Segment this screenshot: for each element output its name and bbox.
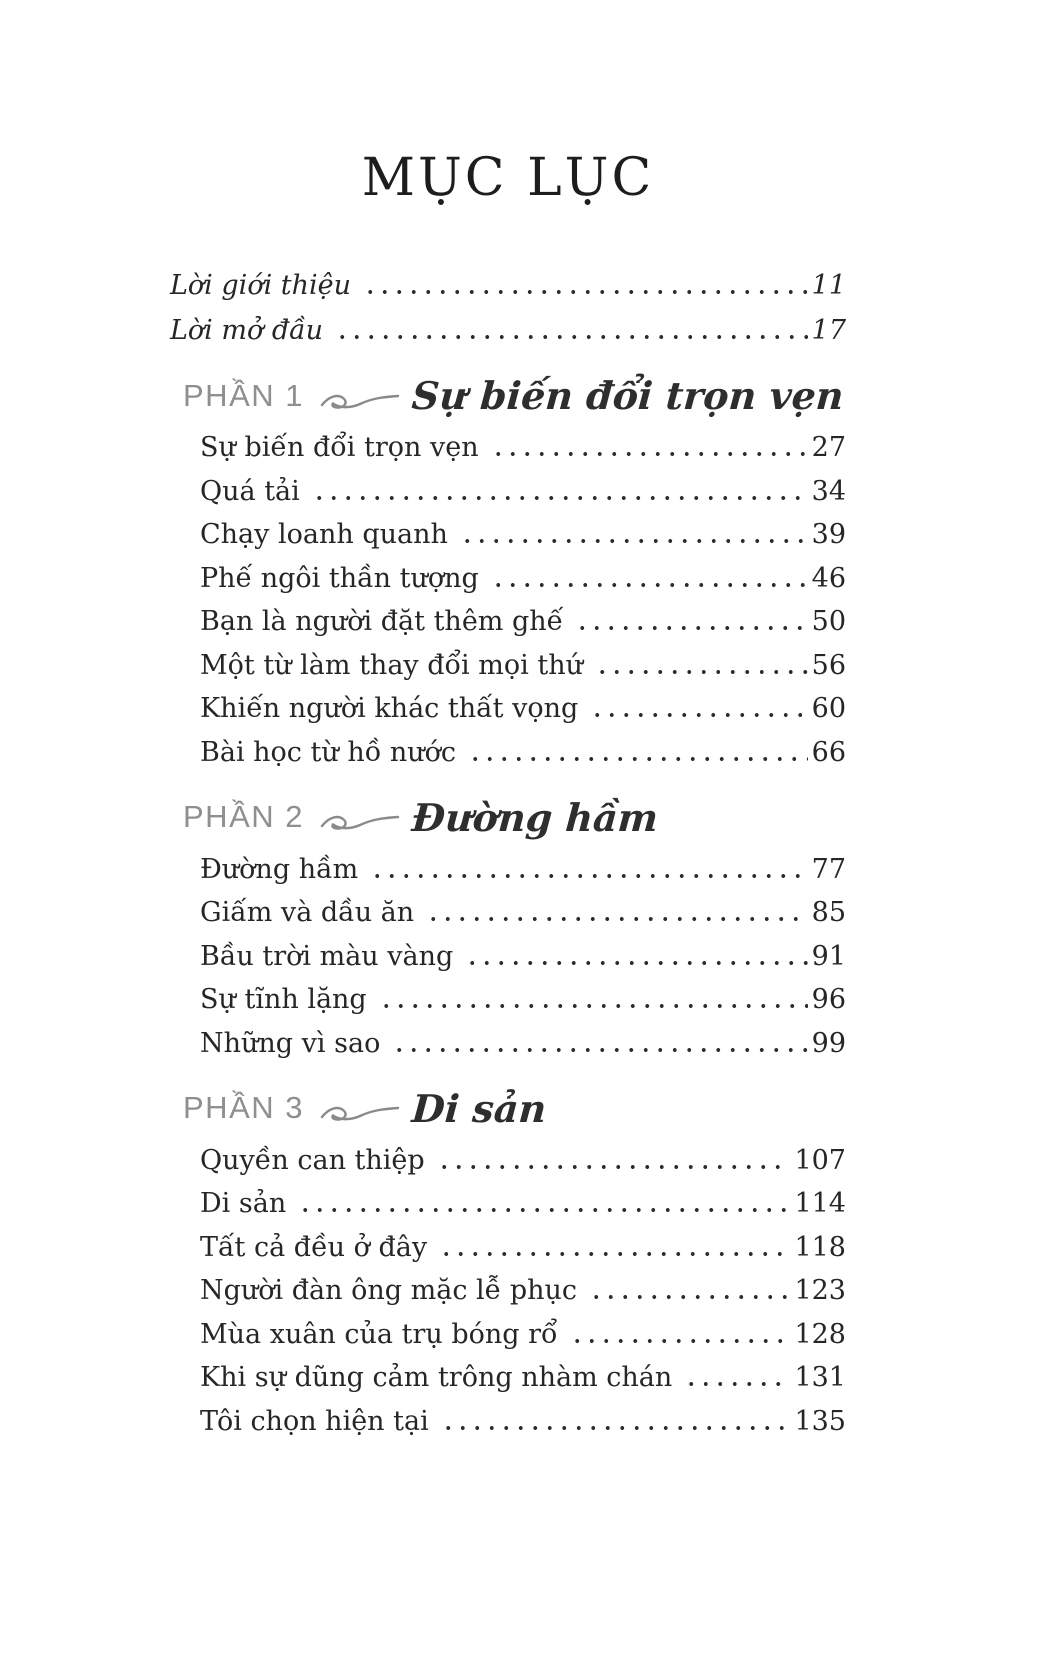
dot-leader	[589, 1295, 790, 1299]
toc-entry-label: Sự biến đổi trọn vẹn	[200, 432, 479, 464]
toc-entry-page: 128	[794, 1318, 846, 1350]
toc-entry	[200, 694, 846, 724]
toc-entry-label: Sự tĩnh lặng	[200, 984, 367, 1016]
dot-leader	[335, 335, 808, 339]
toc-entry	[170, 271, 846, 301]
toc-entry	[200, 738, 846, 768]
part-title: Di sản	[410, 1085, 548, 1131]
toc-entry	[170, 316, 846, 346]
dot-leader	[460, 539, 808, 543]
toc-entry-label: Di sản	[200, 1188, 287, 1220]
dot-leader	[439, 1252, 790, 1256]
dot-leader	[465, 961, 807, 965]
toc-entry-page: 135	[794, 1405, 846, 1437]
squiggle-flourish-icon	[320, 811, 400, 835]
toc-section	[170, 795, 846, 1059]
dot-leader	[437, 1165, 791, 1169]
toc-entry-label: Lời giới thiệu	[170, 270, 352, 302]
toc-entry-page: 39	[811, 519, 846, 551]
toc-entry	[200, 477, 846, 507]
part-label: PHẦN 3	[183, 1090, 304, 1126]
dot-leader	[590, 713, 807, 717]
toc-entry-label: Tất cả đều ở đây	[200, 1231, 428, 1263]
toc-entry-label: Lời mở đầu	[170, 315, 324, 347]
toc-entry-label: Những vì sao	[200, 1027, 381, 1059]
squiggle-flourish-icon	[320, 1102, 400, 1126]
toc-entry	[200, 564, 846, 594]
dot-leader	[370, 874, 807, 878]
toc-entry-page: 96	[811, 984, 846, 1016]
toc-entry	[200, 520, 846, 550]
toc-entry	[200, 1363, 846, 1393]
toc-entry-label: Khiến người khác thất vọng	[200, 693, 579, 725]
toc-entry-page: 50	[811, 606, 846, 638]
toc-entry	[200, 898, 846, 928]
dot-leader	[491, 583, 808, 587]
toc-entry-label: Bạn là người đặt thêm ghế	[200, 606, 564, 638]
toc-entry-label: Một từ làm thay đổi mọi thứ	[200, 649, 583, 681]
toc-entry-page: 66	[811, 736, 846, 768]
dot-leader	[426, 917, 807, 921]
toc-entry-page: 99	[811, 1027, 846, 1059]
toc-entry-page: 11	[811, 270, 846, 302]
page-title: MỤC LỤC	[361, 148, 655, 208]
toc-entry	[200, 1189, 846, 1219]
toc-entry-page: 123	[794, 1275, 846, 1307]
toc-entry-label: Quyền can thiệp	[200, 1144, 425, 1176]
toc-entry-page: 91	[811, 940, 846, 972]
toc-entry-label: Quá tải	[200, 475, 300, 507]
section-entries	[170, 433, 846, 768]
toc-entry-label: Bầu trời màu vàng	[200, 940, 454, 972]
toc-entry-label: Bài học từ hồ nước	[200, 736, 456, 768]
toc-entry	[200, 651, 846, 681]
toc-entry	[200, 1320, 846, 1350]
toc-entry-page: 85	[811, 897, 846, 929]
toc-entry-label: Tôi chọn hiện tại	[200, 1405, 429, 1437]
dot-leader	[468, 757, 808, 761]
toc-entry	[200, 1029, 846, 1059]
section-entries	[170, 855, 846, 1059]
toc-entry	[200, 607, 846, 637]
dot-leader	[570, 1339, 791, 1343]
toc-entry-label: Đường hầm	[200, 853, 359, 885]
toc-entry-page: 77	[811, 853, 846, 885]
toc-entry-label: Mùa xuân của trụ bóng rổ	[200, 1318, 558, 1350]
toc-entry-label: Chạy loanh quanh	[200, 519, 448, 551]
toc-entry-label: Khi sự dũng cảm trông nhàm chán	[200, 1362, 673, 1394]
section-entries	[170, 1146, 846, 1437]
toc-entry-page: 27	[811, 432, 846, 464]
toc-entry	[200, 1276, 846, 1306]
toc-entry	[200, 1146, 846, 1176]
toc-entry-page: 60	[811, 693, 846, 725]
dot-leader	[298, 1208, 790, 1212]
dot-leader	[684, 1382, 790, 1386]
toc-section	[170, 1086, 846, 1437]
toc-entry	[200, 1407, 846, 1437]
toc-entry	[200, 1233, 846, 1263]
dot-leader	[392, 1048, 807, 1052]
section-heading	[170, 795, 846, 840]
toc-section	[170, 373, 846, 768]
toc-entry-page: 17	[811, 315, 846, 347]
dot-leader	[379, 1004, 808, 1008]
squiggle-flourish-icon	[320, 390, 400, 414]
toc-entry-page: 34	[811, 475, 846, 507]
dot-leader	[363, 290, 808, 294]
part-label: PHẦN 1	[183, 377, 304, 413]
dot-leader	[491, 452, 808, 456]
toc-entry-label: Phế ngôi thần tượng	[200, 562, 479, 594]
toc-entry-page: 107	[794, 1144, 846, 1176]
toc-entry-page: 56	[811, 649, 846, 681]
dot-leader	[595, 670, 808, 674]
part-label: PHẦN 2	[183, 799, 304, 835]
part-title: Sự biến đổi trọn vẹn	[410, 373, 846, 419]
toc-entry-label: Người đàn ông mặc lễ phục	[200, 1275, 578, 1307]
dot-leader	[575, 626, 807, 630]
toc-entry-page: 118	[794, 1231, 846, 1263]
toc-entry-page: 46	[811, 562, 846, 594]
toc-entry	[200, 433, 846, 463]
sections-list	[170, 373, 846, 1437]
part-title: Đường hầm	[410, 794, 660, 840]
toc-entry-page: 131	[794, 1362, 846, 1394]
toc-entry-page: 114	[794, 1188, 846, 1220]
dot-leader	[312, 496, 808, 500]
section-heading	[170, 373, 846, 418]
toc-entry-label: Giấm và dầu ăn	[200, 897, 415, 929]
front-matter-list	[170, 271, 846, 346]
toc-entry	[200, 985, 846, 1015]
toc-entry	[200, 942, 846, 972]
section-heading	[170, 1086, 846, 1131]
dot-leader	[441, 1426, 791, 1430]
toc-entry	[200, 855, 846, 885]
